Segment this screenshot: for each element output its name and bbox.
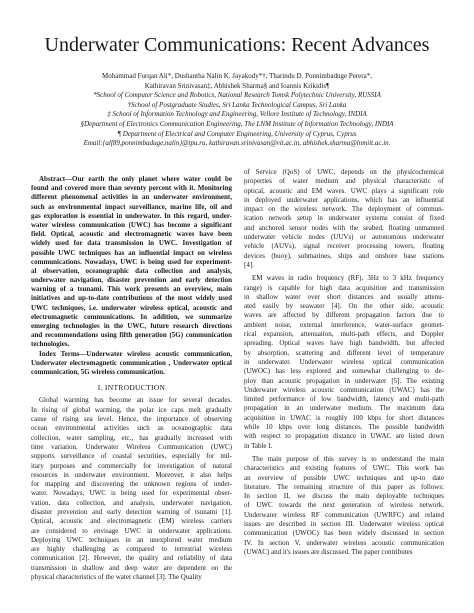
text-line: in underwater. Underwater wireless optical communication: [244, 357, 444, 366]
text-line: possible UWC techniques has an influential impact on wireless: [31, 248, 232, 257]
author-line: Mohammad Furqan Ali*, Dushantha Nalin K. Jayakody*†, Tharindu D. Ponnimbaduge Perera*,: [102, 72, 372, 80]
text-line: for mapping and discovering the unknown regions of under-: [31, 480, 232, 489]
paper-title: Underwater Communications: Recent Advances: [44, 34, 430, 56]
affiliation-line: ¶ Department of Electrical and Computer Engineering, University of Cyprus, Cyprus: [117, 129, 357, 138]
text-line: characteristics and existing features of UWC. This work has: [244, 464, 444, 473]
text-line: cause of rising sea level. Hence, the importance of observing: [31, 415, 232, 424]
text-line: Abstract—Our earth the only planet where water could be: [39, 175, 232, 183]
text-line: communication (UWOC) has been widely discussed in section: [244, 529, 444, 538]
text-line: vehicle (AUVs), signal receiver processing towers, floating: [244, 242, 444, 251]
abstract: [31, 175, 232, 350]
text-line: an overview of possible UWC techniques and up-to date: [244, 473, 444, 482]
text-line: Underwater electromagnetic communication , Underwater optical: [31, 358, 232, 367]
introduction-paragraph: [31, 396, 232, 582]
text-line: electromagnetic communications. In addition, we summarize: [31, 312, 232, 321]
text-line: emerging technologies in the UWC, future research directions: [31, 322, 232, 330]
text-line: gas exploration is essential in underwater. In this regard, under-: [31, 211, 232, 220]
text-line: time variation. Underwater Wireless Communication (UWC): [31, 442, 232, 451]
text-line: Index Terms—Underwater wireless acoustic communication,: [39, 349, 232, 358]
text-line: transmission in shallow and deep water are dependent on the: [31, 563, 232, 572]
text-line: Deploying UWC techniques in an unexplored water medium: [31, 535, 232, 544]
text-line: propagation in an underwater medium. The maximum data: [244, 404, 444, 413]
text-line: are highly challenging as compared to terrestrial wireless: [31, 545, 232, 554]
affiliation-line: †School of Postgraduate Studies, Sri Lanka Technological Campus, Sri Lanka: [127, 100, 347, 109]
text-line: In section II, we discuss the main deployable techniques: [244, 492, 444, 501]
text-line: of UWC towards the next generation of wireless network.: [244, 501, 444, 510]
paragraph-survey-purpose: [244, 455, 444, 557]
paragraph-qos: [244, 168, 444, 270]
text-line: and anchored sensor nodes with the seabed, floating unmanned: [244, 223, 444, 232]
affiliation-line: ‡ School of Information Technology and Engineering, Vellore Institute of Technology, INDIA: [107, 110, 367, 119]
text-line: acquisition in UWAC is roughly 100 kbps for short distances: [244, 413, 444, 422]
text-line: such as environmental impact surveillance, marine life, oil and: [31, 202, 232, 211]
section-heading-introduction: I. INTRODUCTION: [97, 383, 166, 393]
left-column: [31, 175, 232, 582]
text-line: collection, water sampling, etc., has gradually increased with: [31, 433, 232, 442]
text-line: IV. In section V, underwater wireless acoustic communication: [244, 538, 444, 547]
text-line: ambient noise, external interference, water-surface geomet-: [244, 320, 444, 329]
text-line: properties of water medium and physical characteristic of: [244, 177, 444, 186]
text-line: UWC techniques, i.e. underwater wireless optical, acoustic and: [31, 303, 232, 312]
text-line: initiatives and up-to-date contributions of the most widely used: [31, 294, 232, 303]
index-terms: [31, 350, 232, 378]
text-line: and recommendations using fifth generation (5G) communication: [31, 331, 232, 340]
author-block: [20, 72, 454, 149]
text-line: underwater vehicle nodes (UUVs) or autonomous underwater: [244, 233, 444, 242]
text-line: EM waves in radio frequency (RF), 3Hz to 3 kHz frequency: [252, 274, 444, 283]
text-line: ocean environmental activities such as oceanographic data: [31, 424, 232, 433]
text-line: [4].: [244, 260, 254, 269]
text-line: vation, data collection, and analysis, underwater navigation,: [31, 498, 232, 507]
text-line: (UWOC) has less explored and somewhat challenging to de-: [244, 367, 444, 376]
text-line: in Table I.: [244, 441, 273, 450]
text-line: In rising of global warming, the polar ice caps melt gradually: [31, 405, 232, 414]
text-line: communications. Nowadays, UWC is being used for experiment-: [31, 257, 232, 266]
affiliation-line: *School of Computer Science and Robotics, National Research Tomsk Polytechnic University, RUSSIA: [93, 91, 381, 100]
text-line: different phenomenal activities in an underwater environment,: [31, 193, 232, 202]
text-line: of Service (QoS) of UWC, depends on the physicochemical: [244, 168, 444, 176]
text-line: communication, 5G wireless communication.: [31, 367, 165, 376]
text-line: rical expansion, attenuation, multi-path effects, and Doppler: [244, 330, 444, 339]
text-line: water wireless communication (UWC) has become a significant: [31, 220, 232, 229]
text-line: (UWAC) and it's issues are discussed. The paper contributes: [244, 547, 413, 556]
text-line: physical characteristics of the water channel [3]. The Quality: [31, 573, 202, 582]
text-line: water. Nowadays, UWC is being used for experimental obser-: [31, 489, 232, 498]
paragraph-em-waves: [244, 274, 444, 451]
text-line: communication [2]. However, the quality and reliability of data: [31, 554, 232, 563]
author-line: Kathiravan Srinivasan‡, Abhishek Sharma§ and Ioannis Krikidis¶: [144, 81, 330, 90]
text-line: ated easily by seawater [4]. On the other side, acoustic: [244, 302, 444, 311]
text-line: itary purposes and commercially for investigation of natural: [31, 461, 232, 470]
text-line: by absorption, scattering and different level of temperature: [244, 348, 444, 357]
text-line: with respect to propagation distance in UWAC are listed down: [244, 432, 444, 441]
text-line: ication network setup in underwater systems consist of fixed: [244, 214, 444, 223]
text-line: underwater navigation, disaster prevention and early detection: [31, 276, 232, 285]
text-line: found and covered more than seventy percent with it. Monitoring: [31, 184, 232, 193]
text-line: widely used for data transmission in UWC. Investigation of: [31, 239, 232, 248]
affiliation-line: §Department of Electronics Communication Engineering, The LNM Institute of Information Technology, INDIA: [80, 119, 394, 128]
text-line: disaster prevention and early detection warning of tsunami [1].: [31, 507, 232, 516]
text-line: The main purpose of this survey is to understand the main: [252, 454, 444, 463]
text-line: ploy than acoustic propagation in underwater [5]. The existing: [244, 376, 444, 385]
text-line: devices (buoy), submarines, ships and onshore base stations: [244, 251, 444, 260]
text-line: impact on the wireless network. The deployment of commun-: [244, 205, 444, 214]
text-line: literature. The remaining structure of this paper as follows:: [244, 482, 444, 491]
text-line: range) is capable for high data acquisition and transmission: [244, 283, 444, 292]
text-line: in shallow water over short distances and usually attenu-: [244, 292, 444, 301]
text-line: Underwater wireless acoustic communication (UWAC) has the: [244, 385, 444, 394]
right-column: [244, 168, 444, 557]
text-line: Global warming has become an issue for several decades.: [39, 396, 232, 405]
text-line: limited performance of low bandwidth, latency and multi-path: [244, 395, 444, 404]
text-line: in deployed underwater applications, which has an influential: [244, 195, 444, 204]
text-line: waves are affected by different propagation factors due to: [244, 311, 444, 320]
text-line: al observation, oceanographic data collection and analysis,: [31, 266, 232, 275]
text-line: issues are described in section III. Underwater wireless optical: [244, 519, 444, 528]
text-line: supports surveillance of coastal securities, especially for mil-: [31, 452, 232, 461]
text-line: are considered to envisage UWC in underwater applications.: [31, 526, 232, 535]
email-line: Email:{alf89,ponnimbaduge,nalin}@tpu.ru, kathiravan.srinivasan@vit.ac.in, abhishek.sharma@lnmiit.ac.in.: [83, 139, 391, 148]
text-line: Underwater wireless RF communication (UWRFC) and related: [244, 510, 444, 519]
text-line: resources in underwater environment. Moreover, it also helps: [31, 470, 232, 479]
text-line: optical, acoustic and EM waves. UWC plays a significant role: [244, 186, 444, 195]
text-line: spreading. Optical waves have high bandwidth, but affected: [244, 339, 444, 348]
text-line: field. Optical, acoustic and electromagnetic waves have been: [31, 230, 232, 239]
text-line: technologies.: [31, 340, 70, 349]
text-line: Optical, acoustic and electromagnetic (EM) wireless carriers: [31, 517, 232, 526]
text-line: warning of a tsunami. This work presents an overview, main: [31, 285, 232, 294]
text-line: while 10 kbps over long distances. The possible bandwidth: [244, 423, 444, 432]
